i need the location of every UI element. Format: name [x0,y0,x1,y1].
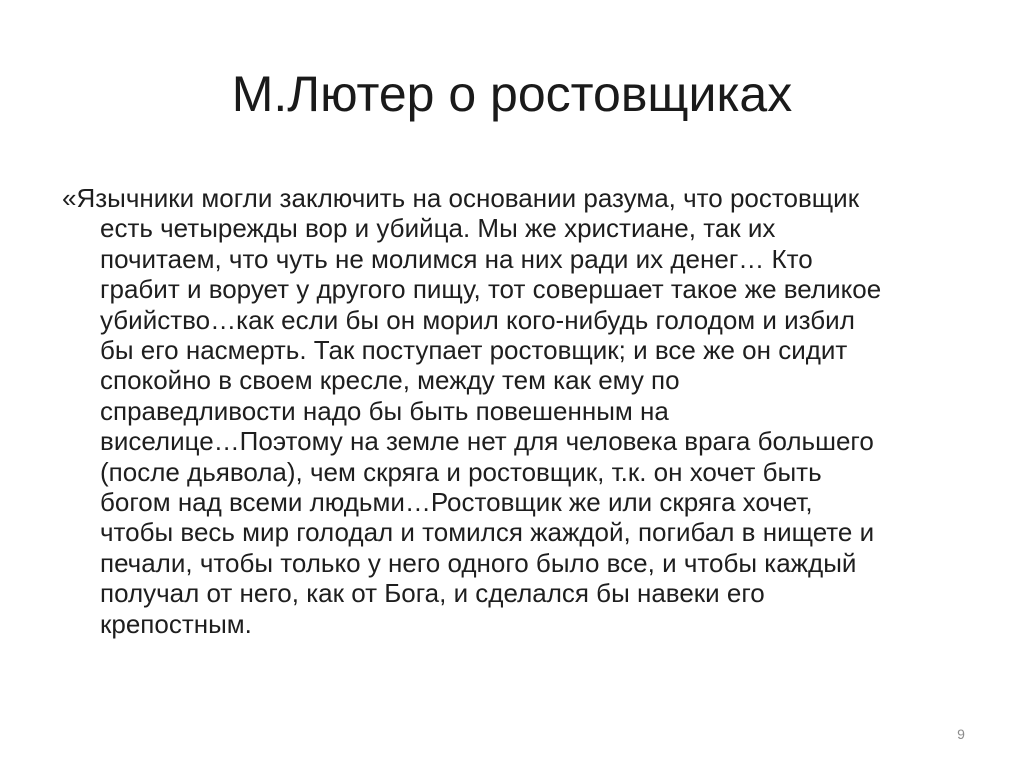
quote-line: грабит и ворует у другого пищу, тот совершает такое же великое [100,274,882,305]
quote-line: есть четырежды вор и убийца. Мы же христиане, так их [100,213,776,244]
quote-line: богом над всеми людьми…Ростовщик же или скряга хочет, [100,487,813,518]
quote-line: получал от него, как от Бога, и сделался бы навеки его [100,578,765,609]
page-number: 9 [957,726,965,742]
slide-title: М.Лютер о ростовщиках [231,66,793,122]
quote-line: (после дьявола), чем скряга и ростовщик, т.к. он хочет быть [100,456,822,487]
quote-line: убийство…как если бы он морил кого-нибудь голодом и избил [100,304,855,335]
quote-line: чтобы весь мир голодал и томился жаждой, погибал в нищете и [100,517,875,548]
quote-paragraph [62,183,972,639]
quote-line: справедливости надо бы быть повешенным на [100,395,669,426]
quote-line: печали, чтобы только у него одного было все, и чтобы каждый [100,547,857,578]
quote-line: «Язычники могли заключить на основании разума, что ростовщик [62,183,860,213]
quote-line: виселице…Поэтому на земле нет для человека врага большего [100,426,874,457]
quote-line: спокойно в своем кресле, между тем как ему по [100,365,680,396]
quote-line: крепостным. [100,608,252,639]
quote-line: бы его насмерть. Так поступает ростовщик; и все же он сидит [100,335,848,366]
quote-line: почитаем, что чуть не молимся на них ради их денег… Кто [100,243,813,274]
